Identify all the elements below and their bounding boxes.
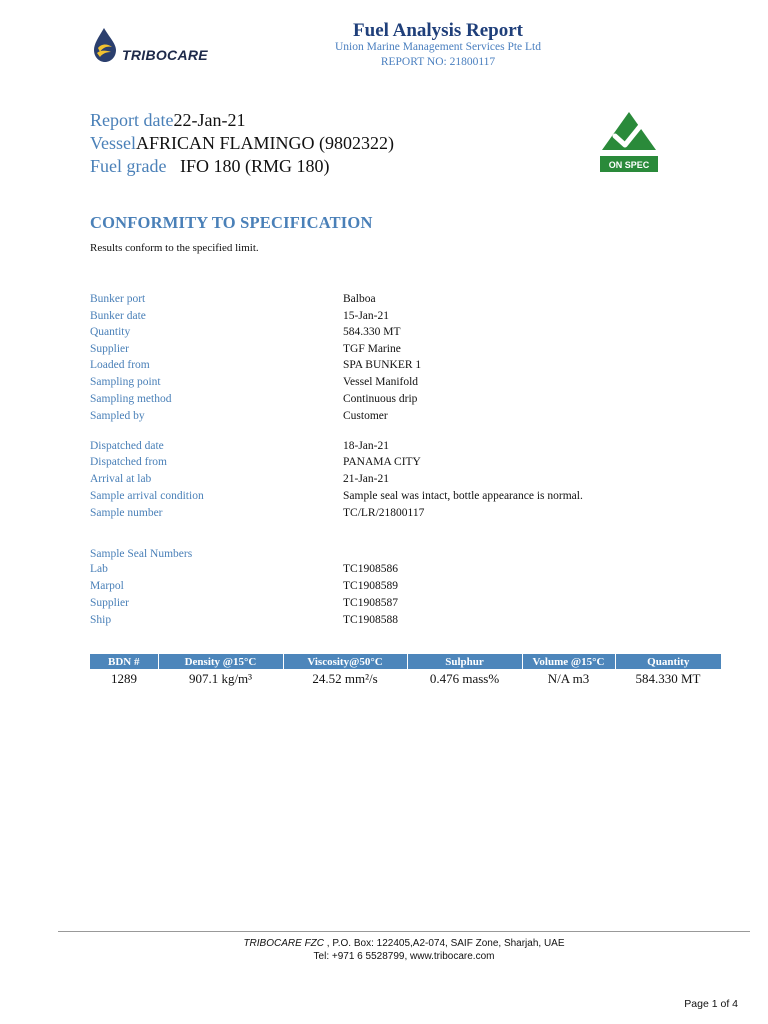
detail-value: Balboa <box>343 293 376 305</box>
seal-row <box>90 597 690 613</box>
cell-viscosity: 24.52 mm²/s <box>312 671 378 686</box>
cell-sulphur: 0.476 mass% <box>429 671 500 686</box>
table-row <box>90 669 721 688</box>
header-density: Density @15°C <box>158 654 283 669</box>
conformity-note: Results conform to the specified limit. <box>90 242 259 254</box>
detail-value: Vessel Manifold <box>343 376 419 388</box>
detail-label: Supplier <box>90 343 129 355</box>
report-date-label: Report date <box>90 110 174 130</box>
seal-value: TC1908586 <box>343 563 398 575</box>
seal-row <box>90 563 690 579</box>
dispatch-value: 21-Jan-21 <box>343 473 389 485</box>
dispatch-value: TC/LR/21800117 <box>343 507 425 519</box>
header-quantity: Quantity <box>615 654 721 669</box>
dispatch-label: Sample number <box>90 507 163 519</box>
dispatch-label: Dispatched from <box>90 456 167 468</box>
detail-value: 584.330 MT <box>343 326 401 338</box>
detail-row <box>90 410 690 426</box>
cell-density: 907.1 kg/m³ <box>188 671 253 686</box>
seal-value: TC1908589 <box>343 580 398 592</box>
results-table <box>90 654 721 688</box>
vessel-line <box>90 133 394 154</box>
detail-label: Sampling point <box>90 376 161 388</box>
dispatch-label: Sample arrival condition <box>90 490 204 502</box>
dispatch-row <box>90 473 690 489</box>
report-date-line <box>90 110 245 131</box>
on-spec-badge <box>598 110 660 174</box>
dispatch-row <box>90 456 690 472</box>
dispatch-label: Arrival at lab <box>90 473 152 485</box>
seal-value: TC1908587 <box>343 597 398 609</box>
detail-value: SPA BUNKER 1 <box>343 359 422 371</box>
footer-address <box>58 938 750 949</box>
detail-label: Bunker port <box>90 293 146 305</box>
detail-row <box>90 343 690 359</box>
cell-volume: N/A m3 <box>547 671 590 686</box>
dispatch-value: PANAMA CITY <box>343 456 421 468</box>
header-sulphur: Sulphur <box>407 654 522 669</box>
seal-row <box>90 614 690 630</box>
conformity-title: CONFORMITY TO SPECIFICATION <box>90 213 373 232</box>
cell-bdn: 1289 <box>111 671 137 686</box>
fuel-grade-line <box>90 156 330 177</box>
seal-value: TC1908588 <box>343 614 398 626</box>
company-name: Union Marine Management Services Pte Ltd <box>335 41 541 53</box>
detail-label: Quantity <box>90 326 131 338</box>
detail-label: Sampling method <box>90 393 172 405</box>
detail-label: Bunker date <box>90 310 146 322</box>
dispatch-value: 18-Jan-21 <box>343 440 389 452</box>
dispatch-label: Dispatched date <box>90 440 164 452</box>
report-date-value: 22-Jan-21 <box>173 110 246 130</box>
fuel-grade-label: Fuel grade <box>90 156 167 176</box>
detail-row <box>90 376 690 392</box>
detail-value: Customer <box>343 410 388 422</box>
detail-value: TGF Marine <box>343 343 401 355</box>
detail-row <box>90 393 690 409</box>
logo-wordmark: TRIBOCARE <box>122 47 208 63</box>
header-viscosity: Viscosity@50°C <box>283 654 407 669</box>
detail-value: Continuous drip <box>343 393 418 405</box>
badge-label: ON SPEC <box>608 160 650 170</box>
report-title: Fuel Analysis Report <box>353 20 523 41</box>
dispatch-row <box>90 490 690 506</box>
seal-label: Ship <box>90 614 112 626</box>
detail-value: 15-Jan-21 <box>343 310 389 322</box>
seal-label: Marpol <box>90 580 124 592</box>
detail-row <box>90 359 690 375</box>
seal-label: Supplier <box>90 597 129 609</box>
dispatch-row <box>90 507 690 523</box>
detail-row <box>90 326 690 342</box>
report-number: REPORT NO: 21800117 <box>380 56 496 68</box>
dispatch-value: Sample seal was intact, bottle appearance is normal. <box>343 490 583 502</box>
vessel-value: AFRICAN FLAMINGO (9802322) <box>136 133 395 153</box>
detail-label: Loaded from <box>90 359 150 371</box>
footer-divider <box>58 931 750 932</box>
fuel-grade-value: IFO 180 (RMG 180) <box>179 156 330 176</box>
page-number: Page 1 of 4 <box>684 998 738 1010</box>
footer-company: TRIBOCARE FZC <box>243 938 325 949</box>
vessel-label: Vessel <box>90 133 136 153</box>
seal-label: Lab <box>90 563 108 575</box>
seal-numbers-heading: Sample Seal Numbers <box>90 548 193 560</box>
header-bdn: BDN # <box>90 654 158 669</box>
dispatch-row <box>90 440 690 456</box>
detail-row <box>90 293 690 309</box>
detail-row <box>90 310 690 326</box>
header-volume: Volume @15°C <box>522 654 615 669</box>
results-header-row <box>90 654 721 669</box>
footer-address-text: , P.O. Box: 122405,A2-074, SAIF Zone, Sharjah, UAE <box>324 938 565 949</box>
on-spec-check-icon <box>598 110 660 174</box>
detail-label: Sampled by <box>90 410 145 422</box>
footer-contact: Tel: +971 6 5528799, www.tribocare.com <box>313 951 495 962</box>
cell-quantity: 584.330 MT <box>635 671 701 686</box>
seal-row <box>90 580 690 596</box>
